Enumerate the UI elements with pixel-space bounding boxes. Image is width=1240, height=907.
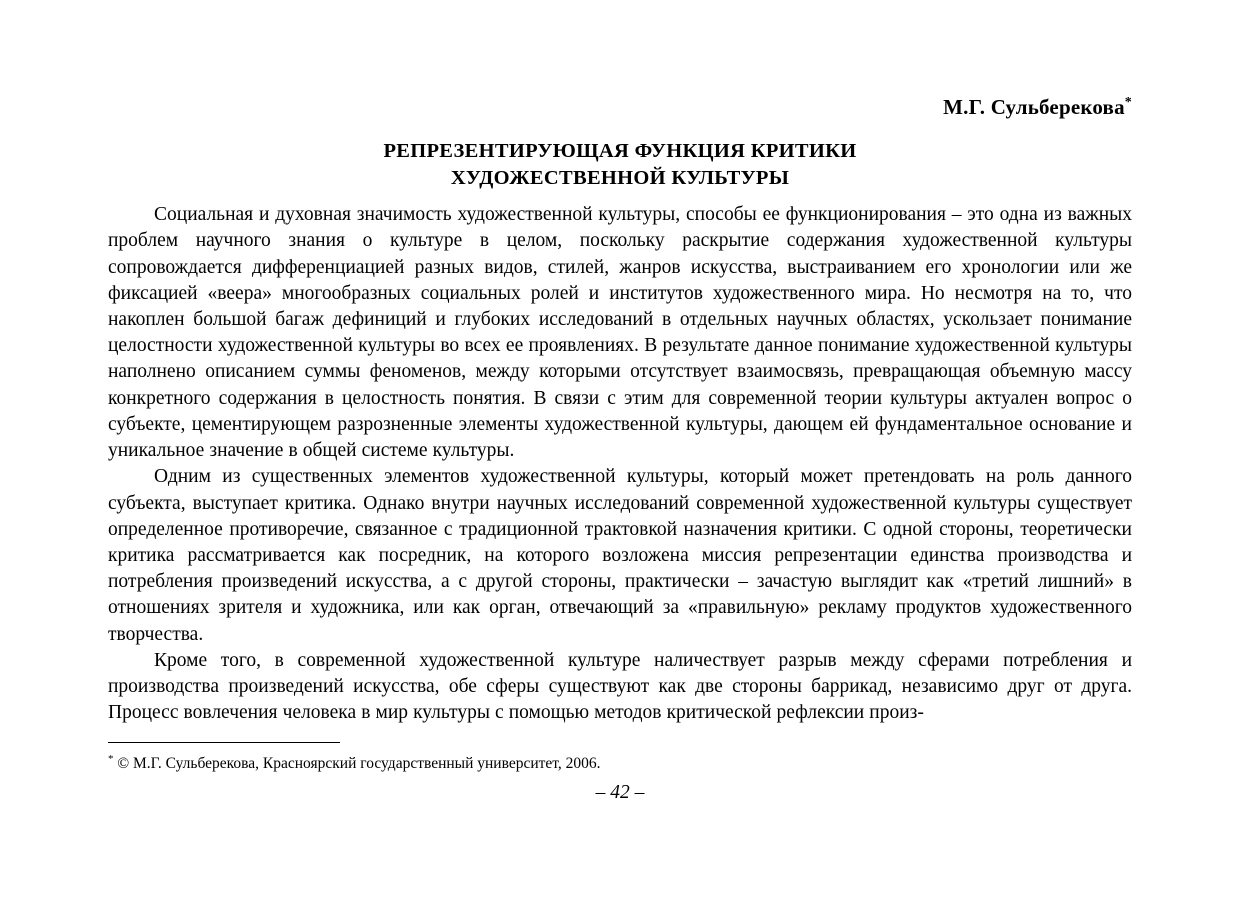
author-footnote-marker: * [1124,95,1132,110]
author-name: М.Г. Сульберекова [943,95,1125,119]
footnote-area [108,742,1132,774]
body-paragraph: Одним из существенных элементов художественной культуры, который может претендовать на роль данного субъекта, выступает критика. Однако внутри научных исследований современной художественной культуры существует определенное противоречие, связанное с традиционной трактовкой назначения критики. С одной стороны, теоретически критика рассматривается как посредник, на которого возложена миссия репрезентации единства производства и потребления произведений искусства, а с другой стороны, практически – зачастую выглядит как «третий лишний» в отношениях зрителя и художника, или как орган, отвечающий за «правильную» рекламу продуктов художественного творчества. [108,466,1132,645]
author-line [108,95,1132,120]
footnote-body: © М.Г. Сульберекова, Красноярский государственный университет, 2006. [117,755,601,773]
footnote-marker: * [108,753,114,765]
page-number: – 42 – [595,782,645,803]
body-paragraph: Социальная и духовная значимость художественной культуры, способы ее функционирования – это одна из важных проблем научного знания о культуре в целом, поскольку раскрытие содержания художественной культуры сопровождается дифференциацией разных видов, стилей, жанров искусства, выстраиванием его хронологии или же фиксацией «веера» многообразных социальных ролей и институтов художественного мира. Но несмотря на то, что накоплен большой багаж дефиниций и глубоких исследований в отдельных научных областях, ускользает понимание целостности художественной культуры во всех ее проявлениях. В результате данное понимание художественной культуры наполнено описанием суммы феноменов, между которыми отсутствует взаимосвязь, превращающая объемную массу конкретного содержания в целостность понятия. В связи с этим для современной теории культуры актуален вопрос о субъекте, цементирующем разрозненные элементы художественной культуры, дающем ей фундаментальное основание и уникальное значение в общей системе культуры. [108,204,1132,462]
body-paragraph: Кроме того, в современной художественной культуре наличествует разрыв между сферами потребления и производства произведений искусства, обе сферы существуют как две стороны баррикад, независимо друг от друга. Процесс вовлечения человека в мир культуры с помощью методов критической рефлексии произ- [108,649,1132,724]
footnote [108,752,1132,774]
title-line-2: ХУДОЖЕСТВЕННОЙ КУЛЬТУРЫ [450,167,790,190]
page-content [108,95,1132,726]
footnote-separator [108,742,340,743]
page-title [108,138,1132,192]
title-line-1: РЕПРЕЗЕНТИРУЮЩАЯ ФУНКЦИЯ КРИТИКИ [383,140,857,162]
